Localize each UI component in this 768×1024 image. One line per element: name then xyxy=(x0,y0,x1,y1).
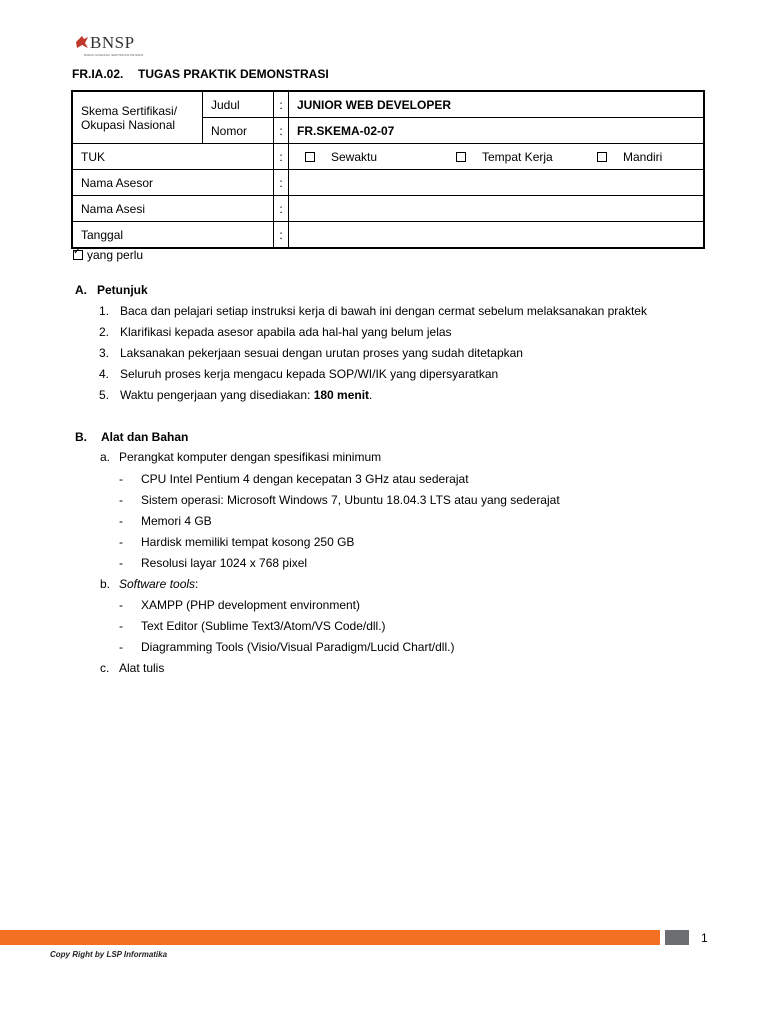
document-code: FR.IA.02. xyxy=(72,67,124,81)
list-item: 2. Klarifikasi kepada asesor apabila ada hal-hal yang belum jelas xyxy=(99,325,452,339)
list-item: 1. Baca dan pelajari setiap instruksi kerja di bawah ini dengan cermat sebelum melaksanakan praktek xyxy=(99,304,647,318)
info-table xyxy=(71,90,705,249)
judul-colon: : xyxy=(274,91,289,118)
nomor-value: FR.SKEMA-02-07 xyxy=(289,118,705,144)
note-text: yang perlu xyxy=(87,248,144,262)
tuk-option-mandiri[interactable] xyxy=(597,150,662,164)
copyright-text: Copy Right by LSP Informatika xyxy=(50,950,168,959)
asesor-colon: : xyxy=(274,170,289,196)
footer-gray-box xyxy=(665,930,689,945)
section-b-heading xyxy=(75,430,188,444)
section-a-heading xyxy=(75,283,148,297)
logo-text: BNSP xyxy=(90,33,135,52)
sewaktu-label: Sewaktu xyxy=(331,149,378,164)
logo-subtext: BADAN NASIONAL SERTIFIKASI PROFESI xyxy=(84,53,144,57)
asesor-label: Nama Asesor xyxy=(72,170,274,196)
bnsp-logo xyxy=(74,33,144,57)
checked-box-icon xyxy=(73,250,83,260)
tanggal-value-field[interactable] xyxy=(289,222,705,249)
page-number: 1 xyxy=(701,931,708,945)
checkbox-note xyxy=(73,248,143,262)
section-a-title: Petunjuk xyxy=(97,283,148,297)
tempat-kerja-label: Tempat Kerja xyxy=(482,149,553,164)
list-item: - Hardisk memiliki tempat kosong 250 GB xyxy=(119,535,355,549)
nomor-colon: : xyxy=(274,118,289,144)
tuk-option-tempat-kerja[interactable] xyxy=(456,150,597,164)
document-title xyxy=(72,67,329,81)
list-item: 5. Waktu pengerjaan yang disediakan: 180 menit. xyxy=(99,388,373,402)
list-item: a. Perangkat komputer dengan spesifikasi minimum xyxy=(100,450,382,464)
nomor-label: Nomor xyxy=(203,118,274,144)
list-item: - Memori 4 GB xyxy=(119,514,212,528)
tanggal-label: Tanggal xyxy=(72,222,274,249)
list-item: - Diagramming Tools (Visio/Visual Paradigm/Lucid Chart/dll.) xyxy=(119,640,455,654)
judul-value: JUNIOR WEB DEVELOPER xyxy=(289,91,705,118)
asesi-label: Nama Asesi xyxy=(72,196,274,222)
asesi-value-field[interactable] xyxy=(289,196,705,222)
list-item: - Text Editor (Sublime Text3/Atom/VS Code/dll.) xyxy=(119,619,386,633)
tuk-colon: : xyxy=(274,144,289,170)
tempat-kerja-checkbox[interactable] xyxy=(456,152,466,162)
mandiri-checkbox[interactable] xyxy=(597,152,607,162)
document-title-text: TUGAS PRAKTIK DEMONSTRASI xyxy=(138,67,329,81)
judul-label: Judul xyxy=(203,91,274,118)
footer-orange-bar xyxy=(0,930,660,945)
list-item: 3. Laksanakan pekerjaan sesuai dengan urutan proses yang sudah ditetapkan xyxy=(99,346,523,360)
mandiri-label: Mandiri xyxy=(623,149,663,164)
tuk-option-sewaktu[interactable] xyxy=(297,150,456,164)
list-item: - XAMPP (PHP development environment) xyxy=(119,598,360,612)
tuk-label: TUK xyxy=(72,144,274,170)
tuk-options xyxy=(289,144,705,170)
section-a-letter: A. xyxy=(75,283,87,297)
list-item: 4. Seluruh proses kerja mengacu kepada SOP/WI/IK yang dipersyaratkan xyxy=(99,367,499,381)
section-b-letter: B. xyxy=(75,430,87,444)
list-item: b. Software tools: xyxy=(100,577,199,591)
section-b-title: Alat dan Bahan xyxy=(101,430,189,444)
skema-label: Skema Sertifikasi/ Okupasi Nasional xyxy=(72,91,203,144)
list-item: c. Alat tulis xyxy=(100,661,165,675)
asesi-colon: : xyxy=(274,196,289,222)
tanggal-colon: : xyxy=(274,222,289,249)
asesor-value-field[interactable] xyxy=(289,170,705,196)
list-item: - Resolusi layar 1024 x 768 pixel xyxy=(119,556,308,570)
sewaktu-checkbox[interactable] xyxy=(305,152,315,162)
list-item: - Sistem operasi: Microsoft Windows 7, Ubuntu 18.04.3 LTS atau yang sederajat xyxy=(119,493,560,507)
list-item: - CPU Intel Pentium 4 dengan kecepatan 3 GHz atau sederajat xyxy=(119,472,469,486)
bnsp-emblem-icon xyxy=(74,34,90,50)
